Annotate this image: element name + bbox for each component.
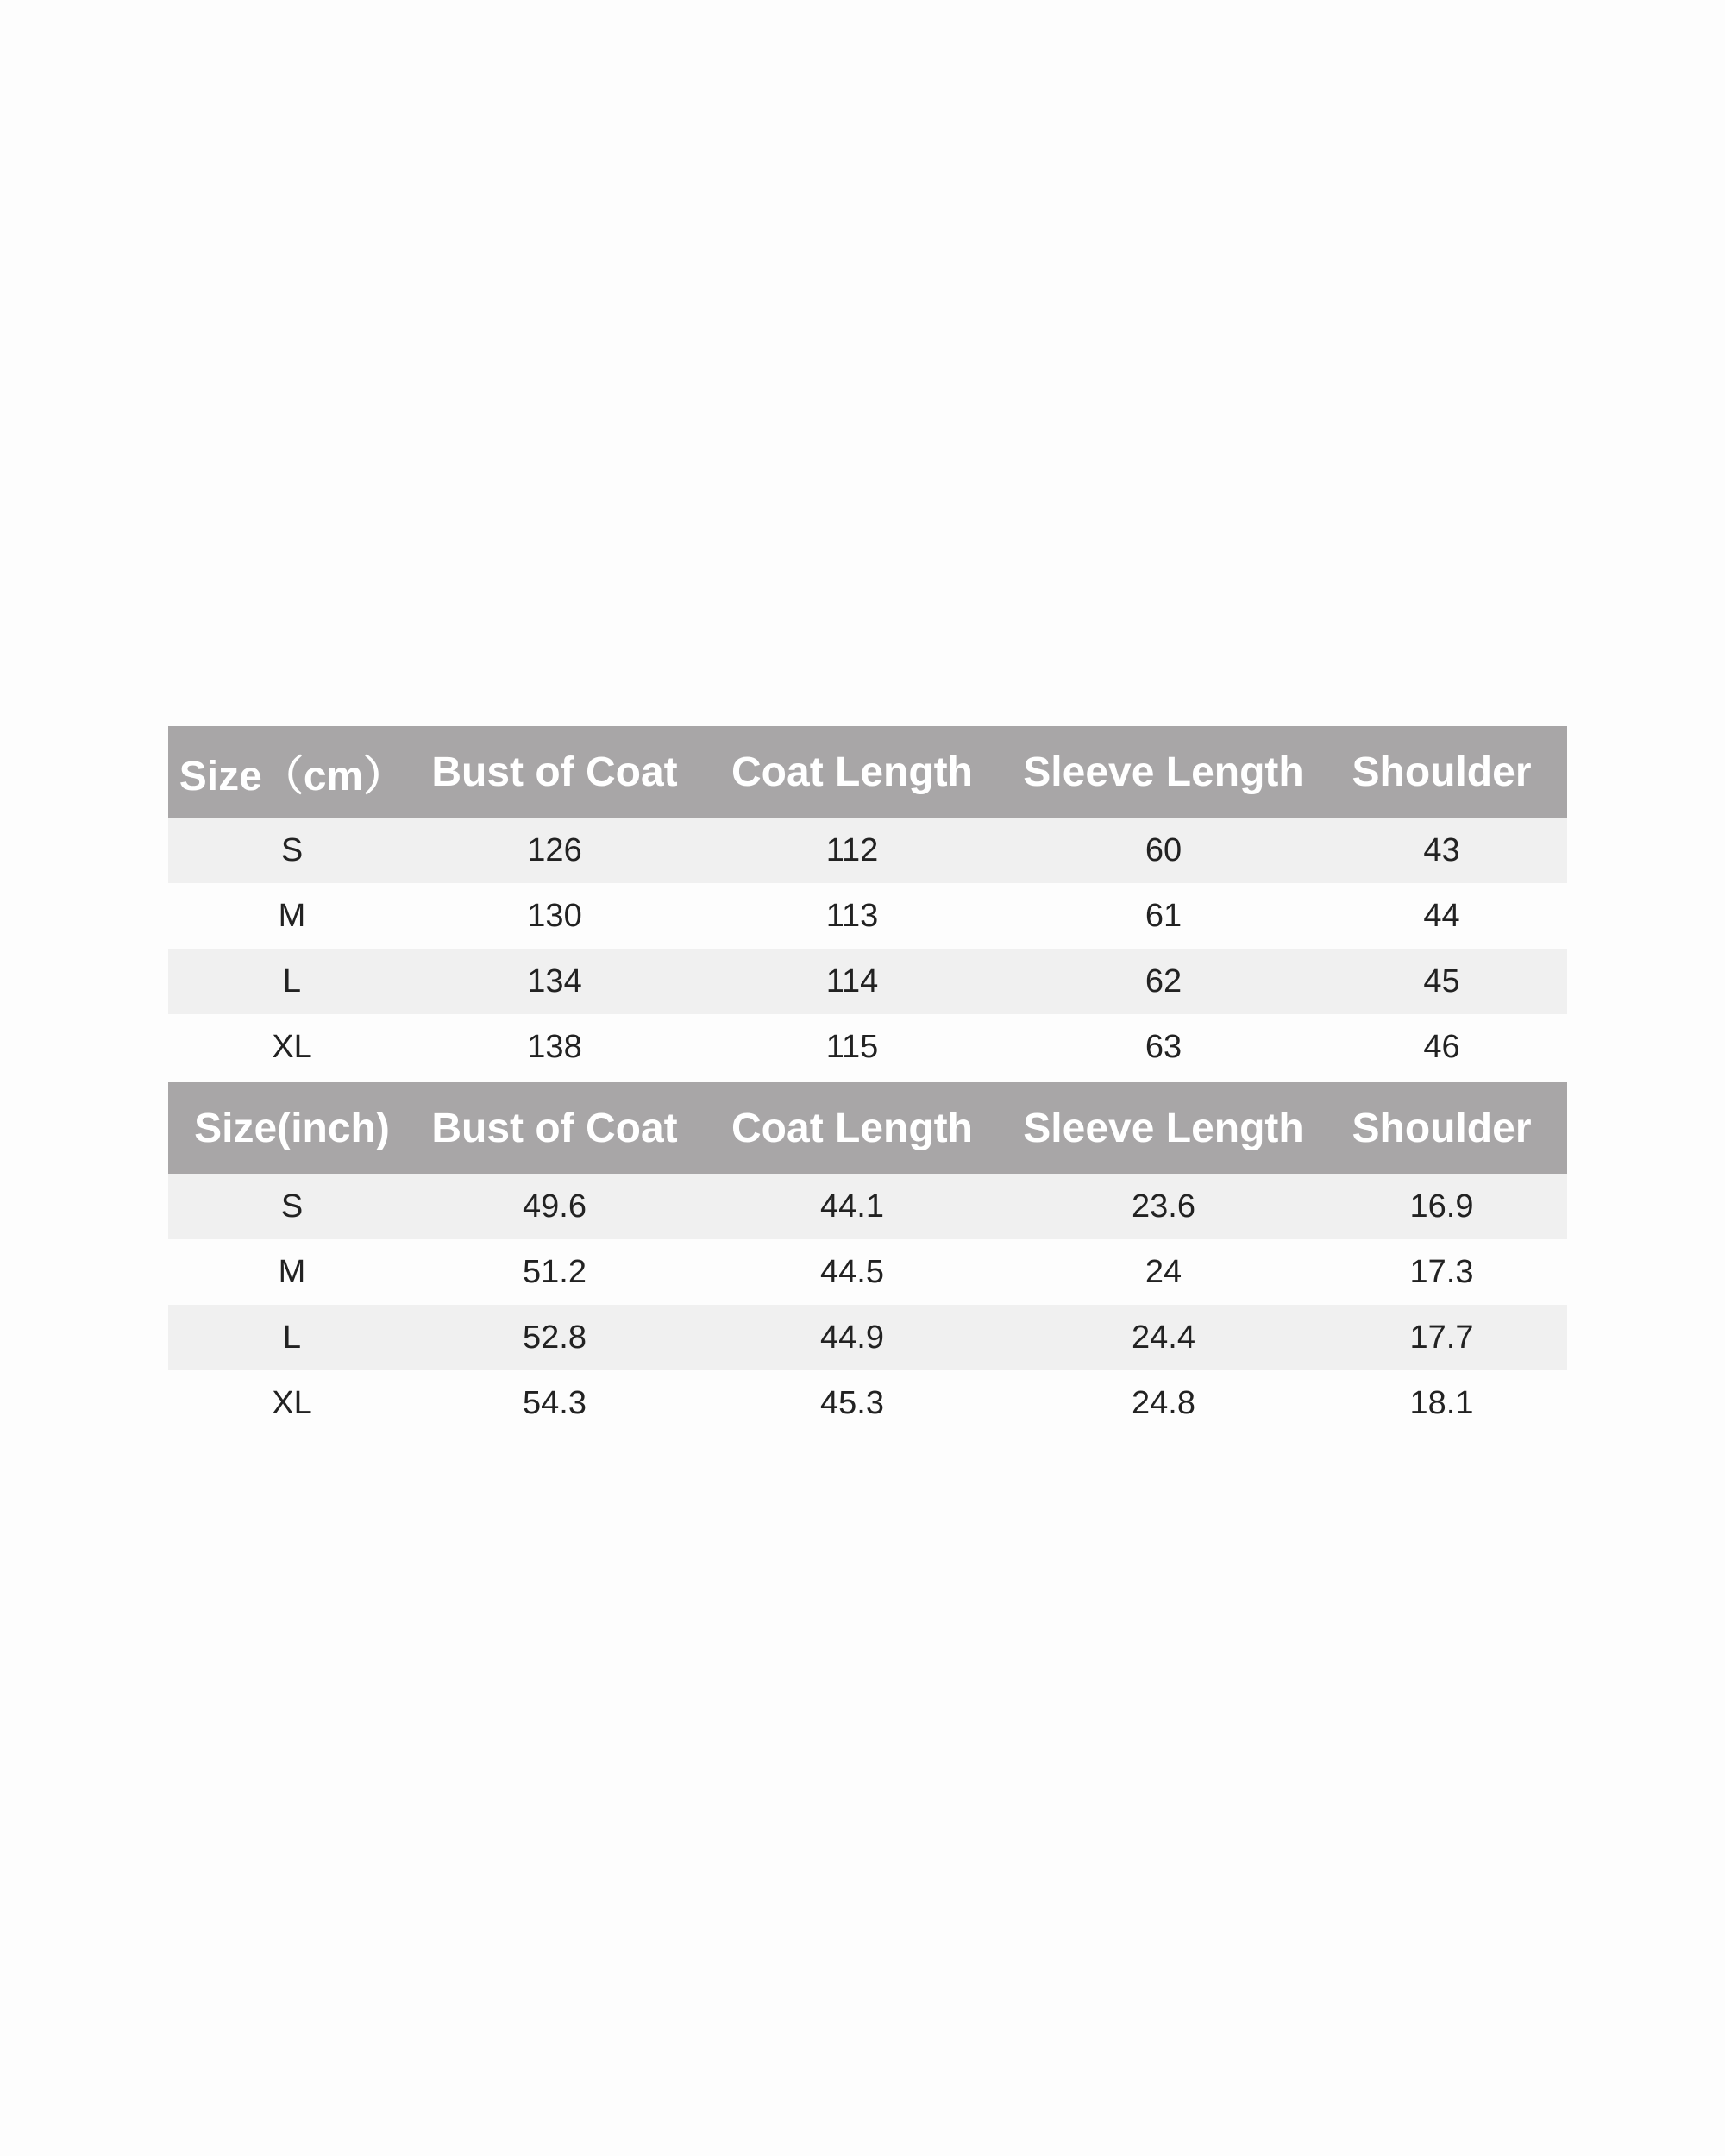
- cell-coat-length: 115: [825, 1028, 879, 1065]
- header-size: Size(inch): [194, 1105, 390, 1151]
- cell-shoulder: 46: [1423, 1028, 1460, 1065]
- cell-shoulder: 18.1: [1409, 1384, 1474, 1421]
- cell-bust: 126: [527, 831, 582, 868]
- header-coat-length: Coat Length: [731, 1105, 973, 1151]
- cell-coat-length: 112: [825, 831, 879, 868]
- header-bust-of-coat: Bust of Coat: [431, 1105, 678, 1151]
- cell-sleeve-length: 24: [1145, 1253, 1182, 1290]
- cell-coat-length: 45.3: [820, 1384, 884, 1421]
- cell-bust: 138: [527, 1028, 582, 1065]
- size-table-cm: [168, 726, 1567, 1080]
- table-row: [168, 818, 1567, 883]
- cell-bust: 49.6: [523, 1188, 586, 1225]
- cell-coat-length: 44.5: [820, 1253, 884, 1290]
- cell-bust: 51.2: [523, 1253, 586, 1290]
- table-row: [168, 883, 1567, 949]
- cell-shoulder: 44: [1423, 897, 1460, 934]
- header-shoulder: Shoulder: [1352, 1105, 1532, 1151]
- cell-size: S: [280, 831, 304, 868]
- cell-sleeve-length: 23.6: [1132, 1188, 1195, 1225]
- cell-size: M: [278, 897, 306, 934]
- cell-shoulder: 43: [1423, 831, 1460, 868]
- cell-sleeve-length: 61: [1145, 897, 1182, 934]
- cell-size: S: [280, 1188, 304, 1225]
- cell-bust: 134: [527, 962, 582, 1000]
- header-coat-length: Coat Length: [731, 749, 973, 795]
- table-header-row: [168, 726, 1567, 818]
- cell-bust: 52.8: [523, 1319, 586, 1356]
- cell-shoulder: 16.9: [1409, 1188, 1474, 1225]
- table-row: [168, 1370, 1567, 1436]
- table-header-row: [168, 1082, 1567, 1174]
- cell-sleeve-length: 63: [1145, 1028, 1182, 1065]
- table-row: [168, 1239, 1567, 1305]
- header-bust-of-coat: Bust of Coat: [431, 749, 678, 795]
- size-chart: [168, 726, 1567, 1436]
- header-size: Size（cm）: [179, 753, 405, 799]
- cell-coat-length: 114: [825, 962, 879, 1000]
- cell-bust: 54.3: [523, 1384, 586, 1421]
- cell-size: XL: [272, 1384, 312, 1421]
- cell-size: L: [282, 962, 302, 1000]
- header-sleeve-length: Sleeve Length: [1023, 1105, 1304, 1151]
- cell-sleeve-length: 60: [1145, 831, 1182, 868]
- table-row: [168, 1305, 1567, 1370]
- cell-coat-length: 44.1: [820, 1188, 884, 1225]
- cell-size: M: [278, 1253, 306, 1290]
- cell-coat-length: 113: [825, 897, 879, 934]
- cell-size: L: [282, 1319, 302, 1356]
- cell-size: XL: [272, 1028, 312, 1065]
- cell-sleeve-length: 24.4: [1132, 1319, 1195, 1356]
- header-sleeve-length: Sleeve Length: [1023, 749, 1304, 795]
- cell-sleeve-length: 24.8: [1132, 1384, 1195, 1421]
- size-table-inch: [168, 1082, 1567, 1436]
- table-row: [168, 1014, 1567, 1080]
- table-row: [168, 1174, 1567, 1239]
- cell-shoulder: 17.3: [1409, 1253, 1474, 1290]
- cell-shoulder: 45: [1423, 962, 1460, 1000]
- cell-coat-length: 44.9: [820, 1319, 884, 1356]
- cell-bust: 130: [527, 897, 582, 934]
- cell-shoulder: 17.7: [1409, 1319, 1474, 1356]
- cell-sleeve-length: 62: [1145, 962, 1182, 1000]
- header-shoulder: Shoulder: [1352, 749, 1532, 795]
- table-row: [168, 949, 1567, 1014]
